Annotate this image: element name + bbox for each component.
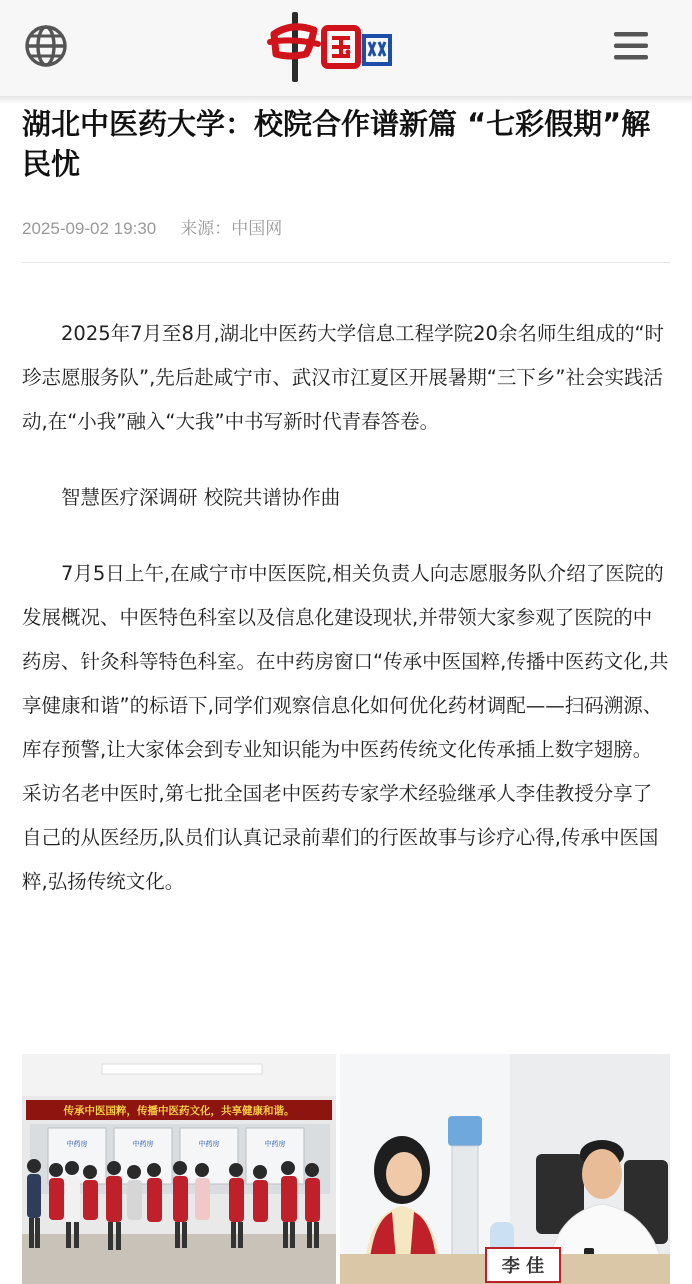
window-label: 中药房 xyxy=(132,1140,154,1148)
site-logo[interactable] xyxy=(262,8,412,86)
nav-shadow xyxy=(0,96,692,104)
article-source: 来源：中国网 xyxy=(180,219,283,238)
article-photos xyxy=(22,1054,670,1284)
paragraph: 2025年7月至8月,湖北中医药大学信息工程学院20余名师生组成的“时珍志愿服务队”,先后赴咸宁市、武汉市江夏区开展暑期“三下乡”社会实践活动,在“小我”融入“大我”中书写新时代青春答卷。 xyxy=(22,322,665,433)
menu-icon[interactable] xyxy=(612,30,650,62)
article-datetime: 2025-09-02 19:30 xyxy=(22,219,157,238)
globe-icon[interactable] xyxy=(24,24,68,68)
article-body xyxy=(22,312,670,904)
window-label: 中药房 xyxy=(264,1140,286,1148)
photo-banner-text: 传承中医国粹，传播中医药文化，共享健康和谐。 xyxy=(63,1105,295,1117)
article-meta xyxy=(22,214,282,239)
window-label: 中药房 xyxy=(66,1140,88,1148)
paragraph: 7月5日上午,在咸宁市中医医院,相关负责人向志愿服务队介绍了医院的发展概况、中医特色科室以及信息化建设现状,并带领大家参观了医院的中药房、针灸科等特色科室。在中药房窗口“传承中医国粹,传播中医药文化,共享健康和谐”的标语下,同学们观察信息化如何优化药材调配——扫码溯源、库存预警,让大家体会到专业知识能为中医药传统文化传承插上数字翅膀。采访名老中医时,第七批全国老中医药专家学术经验继承人李佳教授分享了自己的从医经历,队员们认真记录前辈们的行医故事与诊疗心得,传承中医国粹,弘扬传统文化。 xyxy=(22,562,669,893)
photo-nameplate: 李 佳 xyxy=(501,1256,545,1277)
top-nav-bar xyxy=(0,0,692,96)
photo-interview[interactable] xyxy=(340,1054,670,1284)
section-subheading: 智慧医疗深调研 校院共谱协作曲 xyxy=(61,486,341,509)
photo-pharmacy-visit[interactable] xyxy=(22,1054,336,1284)
window-label: 中药房 xyxy=(198,1140,220,1148)
article-title: 湖北中医药大学：校院合作谱新篇 “七彩假期”解民忧 xyxy=(22,107,651,181)
divider xyxy=(22,262,670,263)
